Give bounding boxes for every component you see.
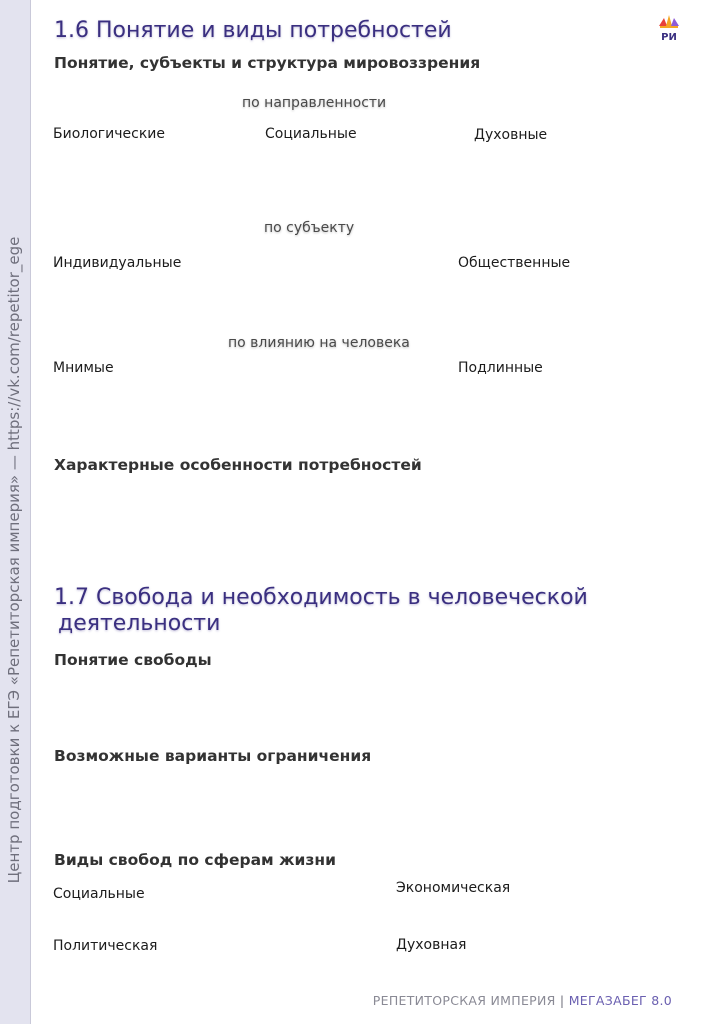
sphere-social: Социальные (53, 886, 145, 902)
category-by-direction: по направленности (242, 95, 387, 111)
item-genuine: Подлинные (458, 360, 543, 376)
sidebar-caption: Центр подготовки к ЕГЭ «Репетиторская империя» — https://vk.com/repetitor_ege (5, 236, 23, 884)
sphere-economic: Экономическая (396, 880, 511, 896)
item-biological: Биологические (53, 126, 165, 142)
sphere-political: Политическая (53, 938, 158, 954)
footer (373, 993, 672, 1008)
sphere-spiritual: Духовная (396, 937, 467, 953)
section2-title-line2: деятельности (58, 611, 221, 636)
item-imaginary: Мнимые (53, 360, 114, 376)
spheres-heading: Виды свобод по сферам жизни (54, 851, 336, 869)
category-by-influence: по влиянию на человека (228, 335, 410, 351)
crown-icon (655, 14, 683, 48)
footer-event: МЕГАЗАБЕГ 8.0 (568, 993, 672, 1008)
logo (655, 14, 683, 48)
freedom-concept-heading: Понятие свободы (54, 651, 212, 669)
section2-title-line1: 1.7 Свобода и необходимость в человеческой (54, 585, 588, 610)
item-individual: Индивидуальные (53, 255, 182, 271)
item-social: Социальные (265, 126, 357, 142)
logo-text: РИ (661, 32, 677, 43)
footer-separator: | (559, 993, 565, 1008)
footer-brand: РЕПЕТИТОРСКАЯ ИМПЕРИЯ (372, 993, 556, 1008)
features-heading: Характерные особенности потребностей (54, 456, 422, 474)
category-by-subject: по субъекту (264, 220, 355, 236)
section1-title: 1.6 Понятие и виды потребностей (54, 18, 452, 43)
sidebar-divider (30, 0, 31, 1024)
item-spiritual: Духовные (474, 127, 548, 143)
item-public: Общественные (458, 255, 571, 271)
sidebar-band (0, 0, 30, 1024)
section1-subtitle: Понятие, субъекты и структура мировоззрения (54, 54, 481, 72)
restrictions-heading: Возможные варианты ограничения (54, 747, 372, 765)
